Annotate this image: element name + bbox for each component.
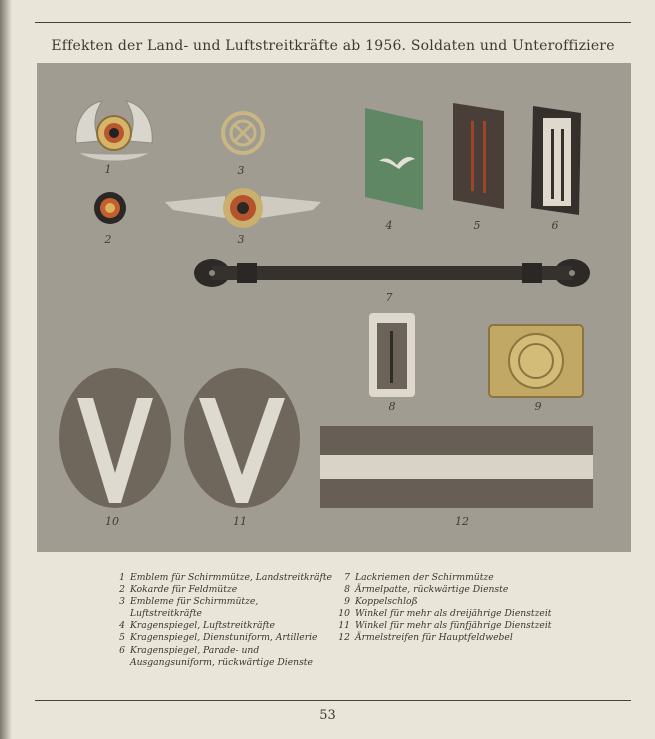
figure-number-5: 5 — [473, 219, 481, 232]
book-spine-shadow — [0, 0, 12, 739]
caption-item — [337, 632, 597, 644]
insignia-photo — [37, 63, 631, 552]
caption-text: Kragenspiegel, Luftstreitkräfte — [130, 620, 275, 632]
chevron-patch-five-years — [184, 368, 300, 508]
figure-number-4: 4 — [385, 219, 393, 232]
patent-leather-chin-strap — [194, 259, 590, 287]
caption-number: 5 — [119, 632, 125, 644]
caption-item — [337, 608, 597, 620]
caption-number: 10 — [338, 608, 350, 620]
caption-text: Winkel für mehr als dreijährige Dienstzeit — [355, 608, 552, 620]
caption-number: 1 — [119, 572, 125, 583]
caption-number: 7 — [344, 572, 350, 583]
caption-number: 4 — [119, 620, 125, 632]
cap-emblem-land-forces — [76, 101, 153, 161]
caption-text: Emblem für Schirmmütze, Landstreitkräfte — [130, 572, 332, 583]
caption-item — [112, 584, 332, 596]
field-cap-cockade — [94, 192, 126, 224]
figure-number-12: 12 — [455, 515, 469, 528]
caption-number: 12 — [338, 632, 350, 644]
sleeve-stripe-sergeant-major — [320, 426, 593, 508]
caption-item — [112, 645, 332, 669]
bottom-rule — [35, 700, 631, 701]
collar-patch-parade — [531, 106, 581, 215]
caption-item — [112, 572, 332, 584]
top-rule — [35, 22, 631, 23]
caption-text: Kragenspiegel, Dienstuniform, Artillerie — [130, 632, 318, 644]
caption-text: Embleme für Schirmmütze, Luftstreitkräfte — [130, 596, 259, 620]
caption-number: 2 — [119, 584, 125, 596]
caption-item — [112, 632, 332, 644]
caption-text: Koppelschloß — [355, 596, 418, 608]
belt-buckle — [489, 325, 583, 397]
figure-number-10: 10 — [105, 515, 119, 528]
insignia-illustration — [37, 63, 631, 552]
collar-patch-artillery — [453, 103, 504, 209]
caption-item — [337, 584, 597, 596]
caption-text: Ärmelpatte, rückwärtige Dienste — [355, 584, 509, 596]
caption-item — [112, 620, 332, 632]
caption-text: Kragenspiegel, Parade- und Ausgangsuniform, rückwärtige Dienste — [130, 644, 313, 668]
caption-number: 3 — [119, 596, 125, 608]
page-number: 53 — [319, 708, 336, 723]
figure-number-11: 11 — [233, 515, 247, 528]
caption-number: 11 — [338, 620, 350, 632]
figure-number-2: 2 — [104, 233, 112, 246]
caption-text: Kokarde für Feldmütze — [130, 584, 238, 596]
caption-text: Lackriemen der Schirmmütze — [355, 572, 494, 583]
cap-emblem-air-force-wings — [165, 188, 321, 228]
caption-number: 8 — [344, 584, 350, 596]
caption-item — [337, 620, 597, 632]
page-title: Effekten der Land- und Luftstreitkräfte ab 1956. Soldaten und Unteroffiziere — [51, 38, 615, 54]
caption-item — [337, 572, 597, 584]
caption-text: Winkel für mehr als fünfjährige Dienstzeit — [355, 620, 552, 632]
figure-number-1: 1 — [104, 163, 112, 176]
captions-right-column — [337, 572, 597, 645]
captions-left-column — [112, 572, 332, 669]
caption-text: Ärmelstreifen für Hauptfeldwebel — [355, 632, 513, 644]
figure-number-9: 9 — [534, 400, 542, 413]
caption-number: 9 — [344, 596, 350, 608]
sleeve-patch-rear-services — [369, 313, 415, 397]
caption-number: 6 — [119, 644, 125, 656]
collar-patch-air-force — [365, 108, 423, 210]
caption-item — [112, 596, 332, 620]
figure-number-3a: 3 — [237, 164, 245, 177]
figure-number-7: 7 — [385, 291, 393, 304]
chevron-patch-three-years — [59, 368, 171, 508]
figure-number-8: 8 — [388, 400, 396, 413]
figure-number-6: 6 — [551, 219, 559, 232]
figure-number-3b: 3 — [237, 233, 245, 246]
cap-emblem-air-force-gear — [223, 113, 263, 153]
caption-item — [337, 596, 597, 608]
